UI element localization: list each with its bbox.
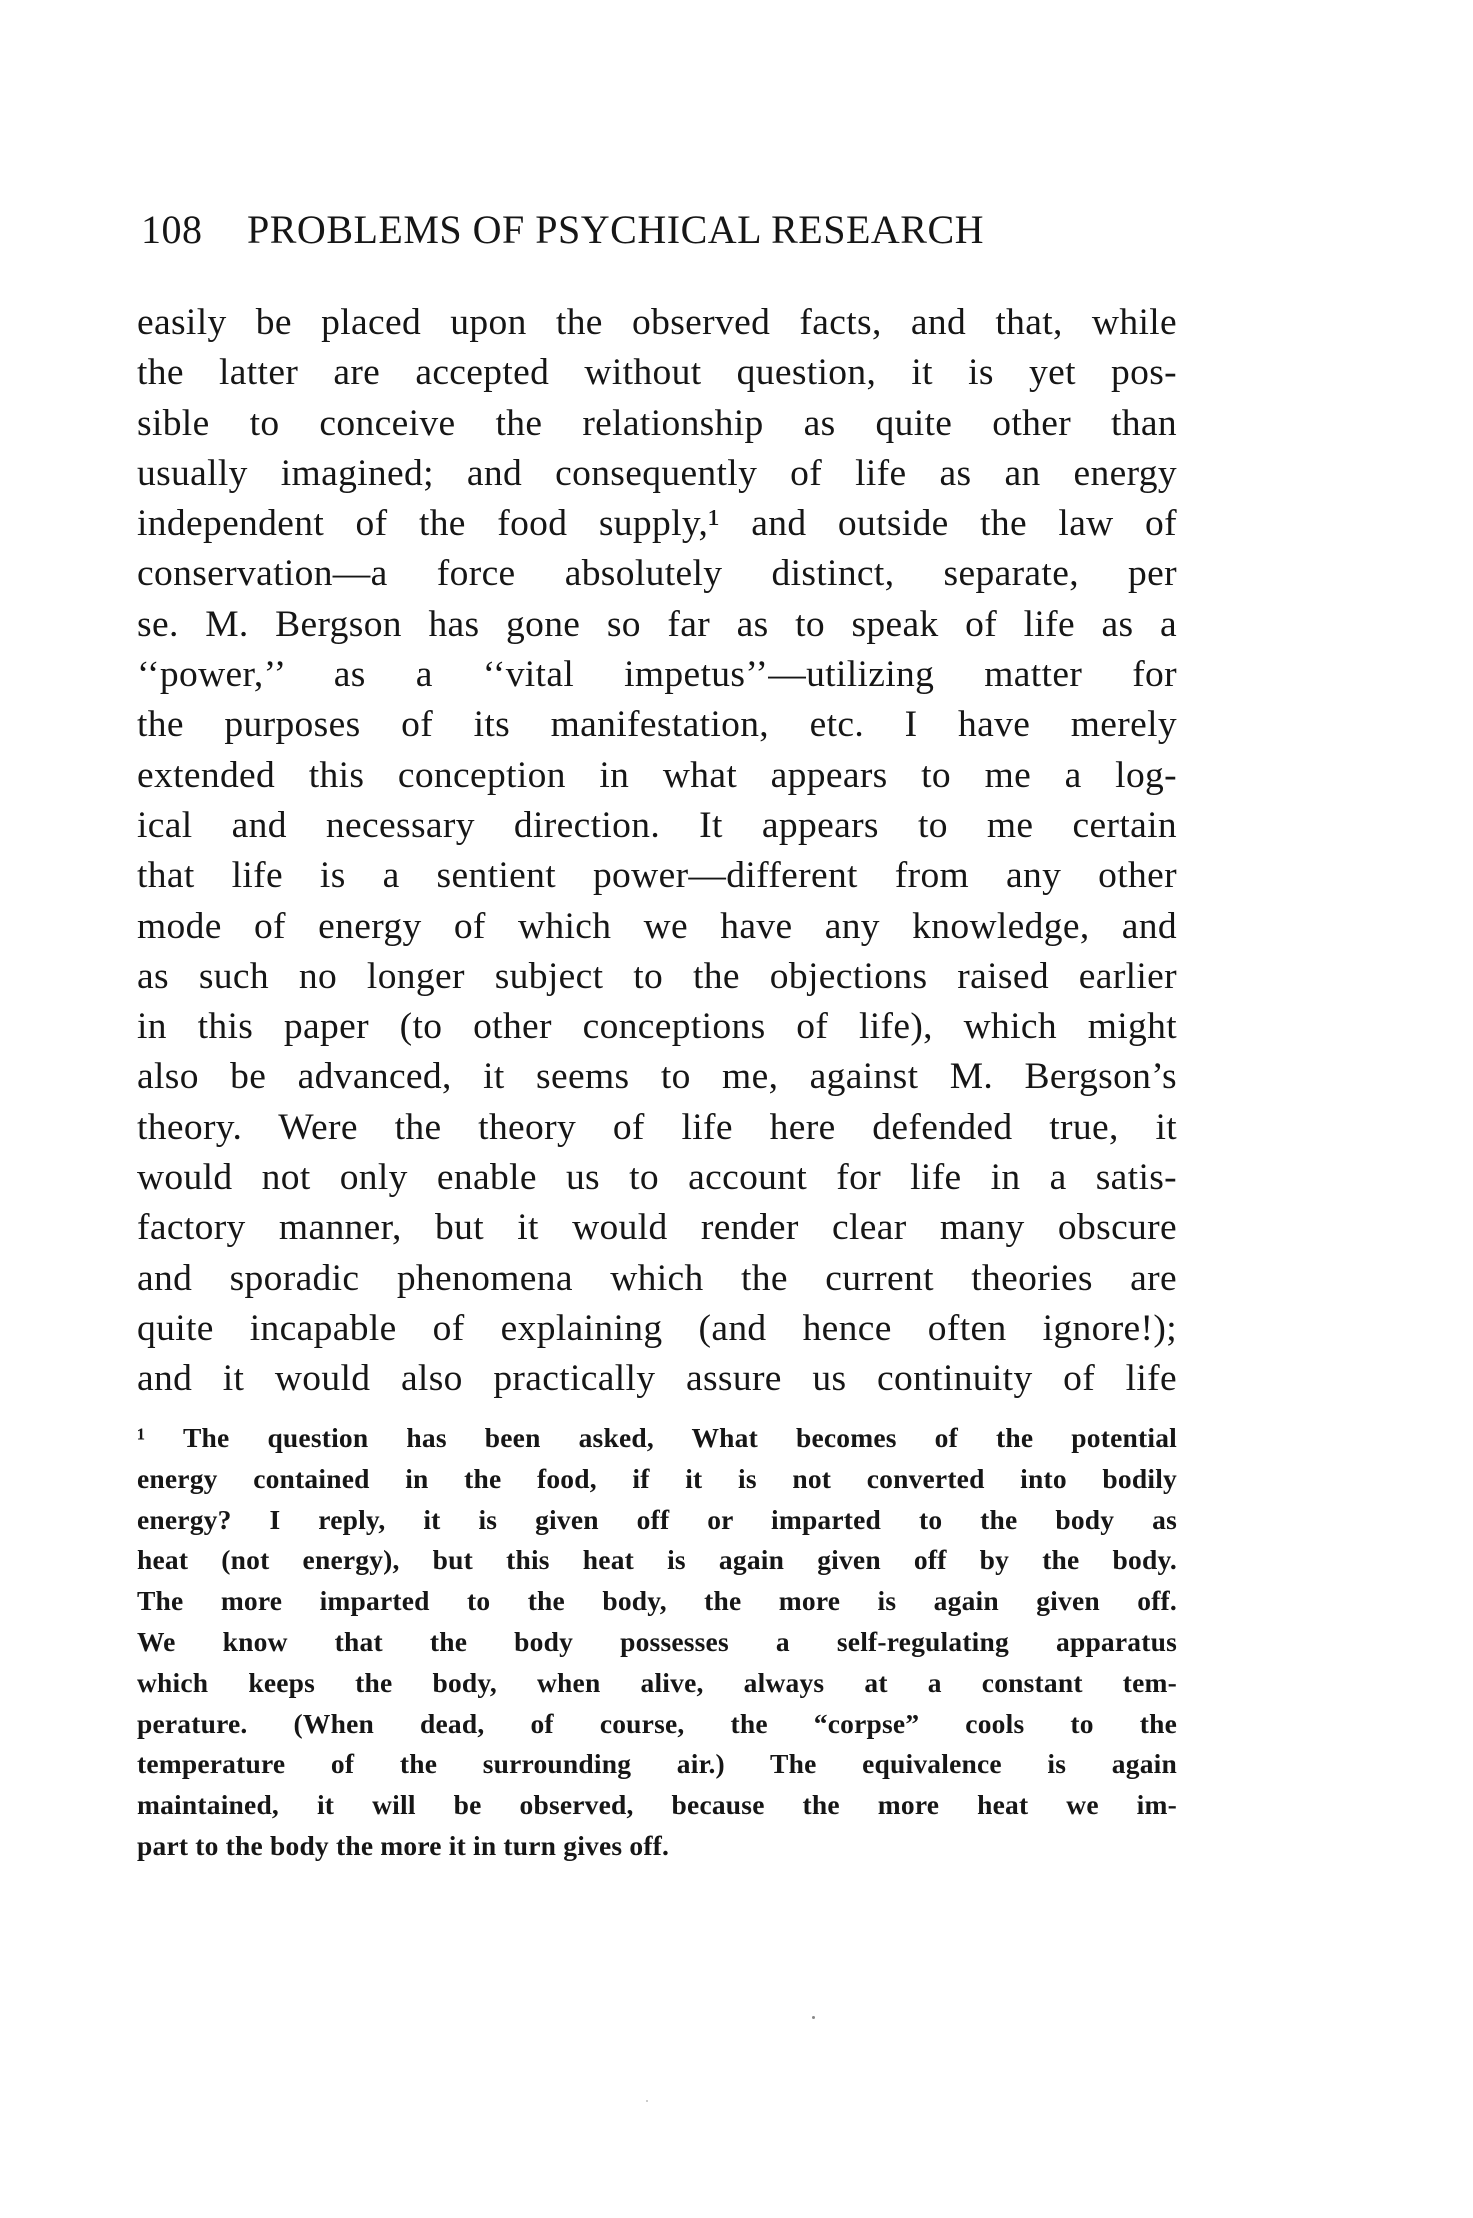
body-line: the latter are accepted without question, it is yet pos-	[137, 352, 1177, 394]
body-line: independent of the food supply,¹ and outside the law of	[137, 503, 1177, 545]
running-title: PROBLEMS OF PSYCHICAL RESEARCH	[247, 207, 985, 252]
body-line: mode of energy of which we have any knowledge, and	[137, 905, 1177, 947]
paper-speck	[812, 2016, 815, 2019]
paper-speck	[646, 2100, 648, 2102]
footnote-line: maintained, it will be observed, because the more heat we im-	[137, 1789, 1177, 1821]
body-line: also be advanced, it seems to me, against M. Bergson’s	[137, 1056, 1177, 1098]
footnote-line: ¹ The question has been asked, What becomes of the potential	[137, 1422, 1177, 1453]
running-head	[141, 206, 1181, 254]
body-line: easily be placed upon the observed facts, and that, while	[137, 302, 1177, 343]
footnote-line: The more imparted to the body, the more is again given off.	[137, 1585, 1177, 1617]
footnote-line: We know that the body possesses a self-regulating apparatus	[137, 1625, 1177, 1657]
footnote-line: temperature of the surrounding air.) The equivalence is again	[137, 1748, 1177, 1780]
body-line: se. M. Bergson has gone so far as to speak of life as a	[137, 603, 1177, 645]
body-line: ical and necessary direction. It appears to me certain	[137, 804, 1177, 846]
body-line: that life is a sentient power—different from any other	[137, 855, 1177, 897]
body-line: theory. Were the theory of life here defended true, it	[137, 1106, 1177, 1148]
body-line: and sporadic phenomena which the current theories are	[137, 1257, 1177, 1299]
body-line: would not only enable us to account for life in a satis-	[137, 1157, 1177, 1199]
body-line: and it would also practically assure us continuity of life	[137, 1358, 1177, 1400]
footnote-line: part to the body the more it in turn gives off.	[137, 1829, 670, 1861]
body-line: ‘‘power,’’ as a ‘‘vital impetus’’—utilizing matter for	[137, 654, 1177, 696]
body-line: the purposes of its manifestation, etc. I have merely	[137, 704, 1177, 746]
body-line: sible to conceive the relationship as quite other than	[137, 402, 1177, 444]
body-line: extended this conception in what appears to me a log-	[137, 754, 1177, 796]
body-line: usually imagined; and consequently of life as an energy	[137, 452, 1177, 494]
page-number: 108	[141, 207, 203, 252]
body-line: quite incapable of explaining (and hence often ignore!);	[137, 1307, 1177, 1349]
footnote-line: energy contained in the food, if it is not converted into bodily	[137, 1462, 1177, 1494]
footnote-line: heat (not energy), but this heat is again given off by the body.	[137, 1544, 1177, 1576]
body-text	[137, 298, 1177, 1405]
footnote	[137, 1418, 1177, 1867]
body-line: factory manner, but it would render clear many obscure	[137, 1207, 1177, 1249]
body-line: in this paper (to other conceptions of life), which might	[137, 1006, 1177, 1048]
body-line: conservation—a force absolutely distinct, separate, per	[137, 553, 1177, 595]
footnote-line: perature. (When dead, of course, the “corpse” cools to the	[137, 1707, 1177, 1739]
footnote-line: energy? I reply, it is given off or imparted to the body as	[137, 1503, 1177, 1535]
footnote-line: which keeps the body, when alive, always at a constant tem-	[137, 1666, 1177, 1698]
body-line: as such no longer subject to the objections raised earlier	[137, 955, 1177, 997]
